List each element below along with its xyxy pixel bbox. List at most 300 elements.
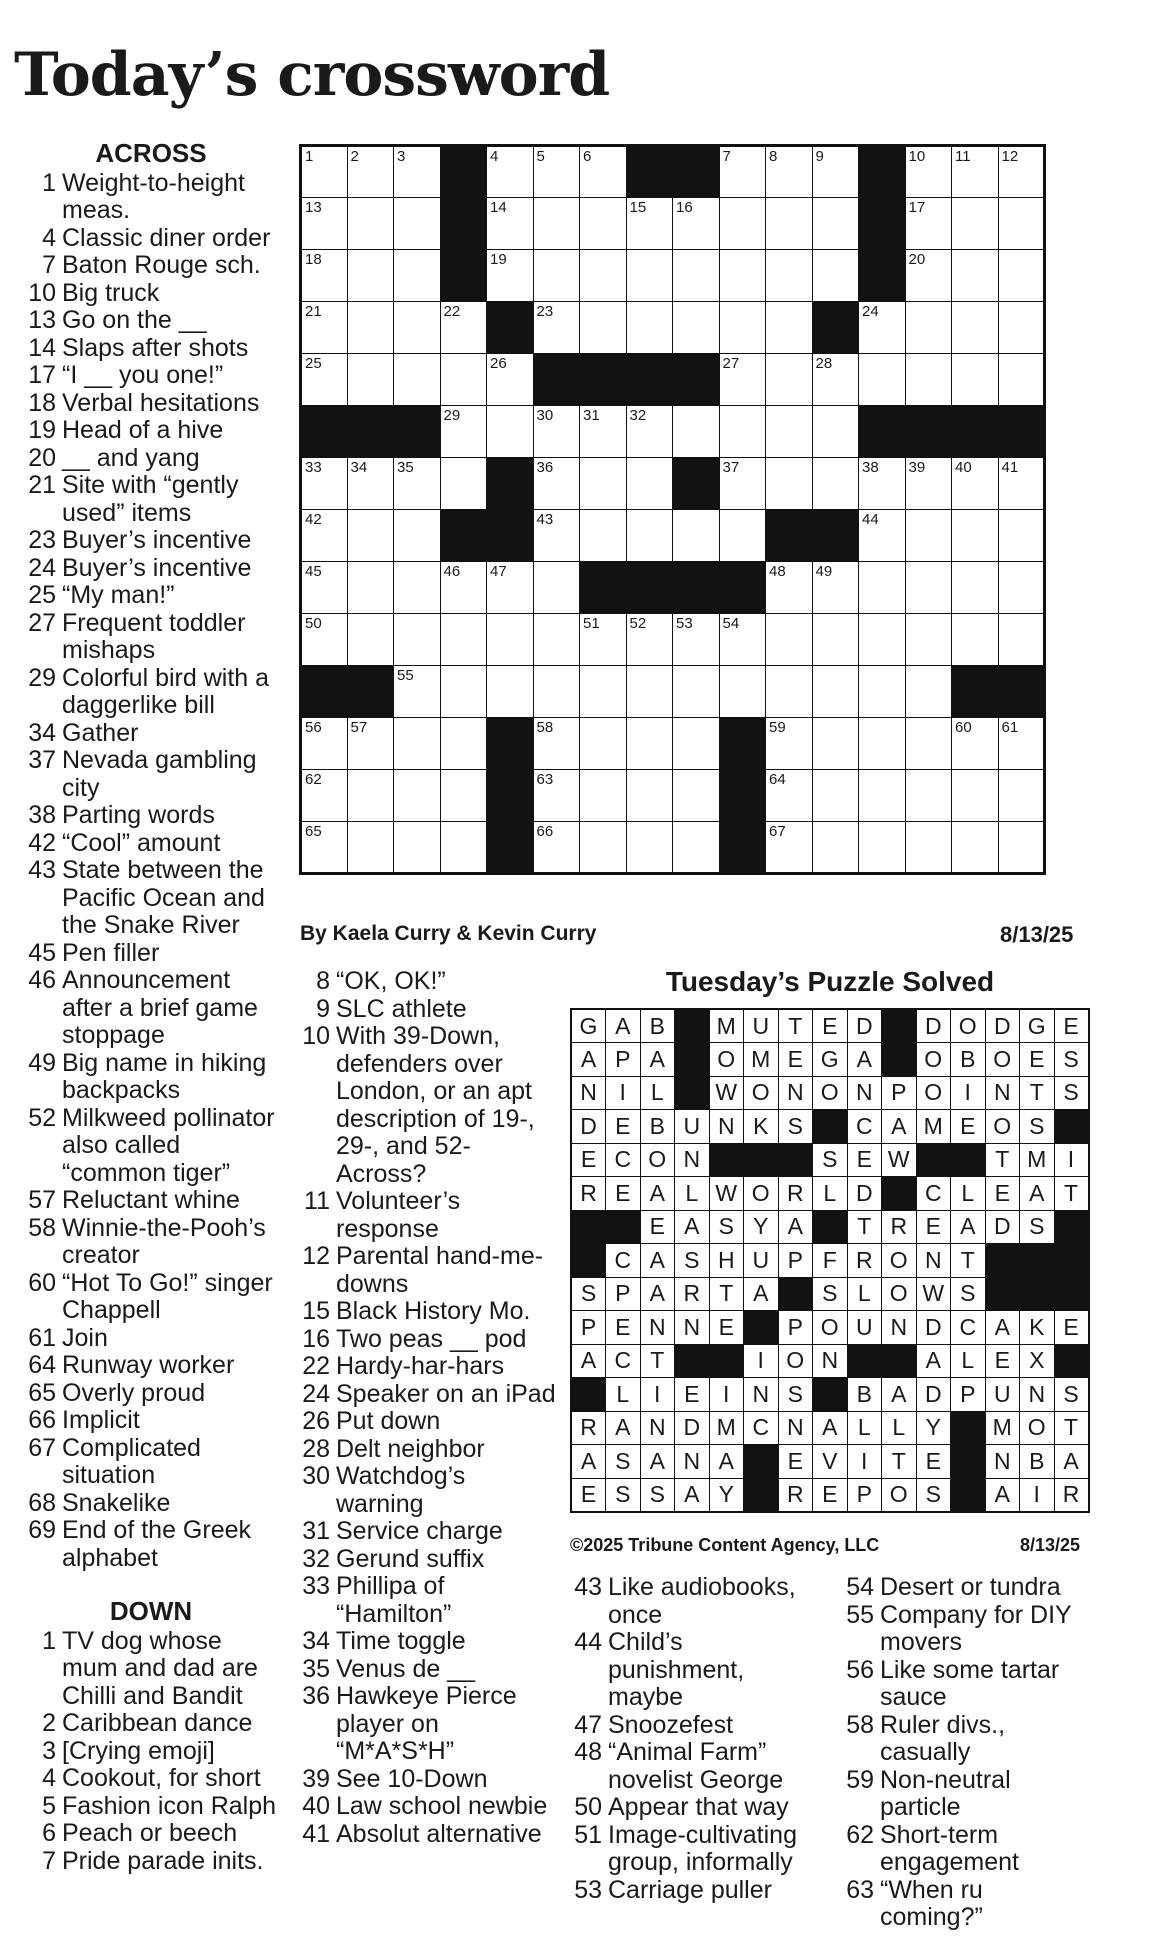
grid-cell[interactable] bbox=[580, 302, 627, 354]
clue-number: 19 bbox=[28, 416, 56, 444]
clue-item bbox=[22, 1270, 280, 1325]
grid-cell[interactable] bbox=[394, 146, 441, 198]
grid-cell[interactable] bbox=[580, 718, 627, 770]
solution-letter: L bbox=[640, 1076, 675, 1110]
cell-number: 52 bbox=[629, 615, 647, 632]
grid-cell[interactable] bbox=[347, 458, 394, 510]
clue-item bbox=[22, 1352, 280, 1380]
clue-number: 57 bbox=[28, 1186, 56, 1214]
grid-cell[interactable] bbox=[487, 354, 534, 406]
grid-cell[interactable] bbox=[812, 458, 859, 510]
solution-letter: U bbox=[675, 1110, 710, 1144]
solution-letter: G bbox=[813, 1043, 848, 1077]
grid-cell[interactable] bbox=[580, 666, 627, 718]
grid-cell[interactable] bbox=[580, 406, 627, 458]
cell-number: 21 bbox=[305, 303, 322, 320]
grid-cell[interactable] bbox=[347, 354, 394, 406]
clue-text: Buyer’s incentive bbox=[62, 553, 252, 582]
clue-item bbox=[22, 1490, 280, 1518]
grid-cell[interactable] bbox=[952, 458, 999, 510]
cell-number: 34 bbox=[350, 459, 368, 476]
solution-letter: L bbox=[882, 1411, 917, 1445]
grid-cell[interactable] bbox=[952, 198, 999, 250]
grid-cell[interactable] bbox=[952, 770, 999, 822]
grid-cell[interactable] bbox=[440, 822, 487, 874]
grid-cell[interactable] bbox=[347, 718, 394, 770]
solution-letter: O bbox=[985, 1043, 1020, 1077]
grid-cell[interactable] bbox=[998, 510, 1045, 562]
grid-cell[interactable] bbox=[394, 822, 441, 874]
solution-letter: E bbox=[813, 1009, 848, 1043]
clue-text: Short-term engagement bbox=[880, 1820, 1020, 1876]
grid-cell[interactable] bbox=[812, 614, 859, 666]
clue-number: 10 bbox=[28, 278, 56, 307]
grid-cell[interactable] bbox=[394, 510, 441, 562]
solution-letter: T bbox=[1020, 1076, 1055, 1110]
grid-cell[interactable] bbox=[673, 822, 720, 874]
grid-cell[interactable] bbox=[905, 354, 952, 406]
grid-cell[interactable] bbox=[347, 146, 394, 198]
grid-cell[interactable] bbox=[533, 510, 580, 562]
grid-cell[interactable] bbox=[626, 666, 673, 718]
grid-cell[interactable] bbox=[533, 770, 580, 822]
grid-cell[interactable] bbox=[580, 770, 627, 822]
clue-item bbox=[570, 1739, 820, 1794]
solution-letter: A bbox=[571, 1043, 606, 1077]
clue-item bbox=[298, 1573, 558, 1628]
grid-cell[interactable] bbox=[719, 614, 766, 666]
solution-letter: F bbox=[813, 1244, 848, 1278]
grid-cell[interactable] bbox=[301, 458, 348, 510]
clue-number: 67 bbox=[28, 1433, 56, 1462]
solution-black-square bbox=[951, 1411, 986, 1445]
grid-cell[interactable] bbox=[440, 614, 487, 666]
grid-cell[interactable] bbox=[580, 146, 627, 198]
clue-number: 46 bbox=[28, 966, 56, 994]
grid-cell[interactable] bbox=[394, 250, 441, 302]
crossword-grid[interactable] bbox=[299, 144, 1046, 875]
grid-cell[interactable] bbox=[440, 718, 487, 770]
grid-cell[interactable] bbox=[347, 198, 394, 250]
solution-letter: I bbox=[1020, 1478, 1055, 1512]
clue-text: Parting words bbox=[62, 801, 215, 829]
grid-cell[interactable] bbox=[580, 822, 627, 874]
grid-cell[interactable] bbox=[719, 406, 766, 458]
solution-letter: A bbox=[640, 1177, 675, 1211]
grid-cell[interactable] bbox=[487, 406, 534, 458]
grid-cell[interactable] bbox=[301, 822, 348, 874]
grid-cell[interactable] bbox=[719, 666, 766, 718]
grid-cell[interactable] bbox=[394, 718, 441, 770]
grid-cell[interactable] bbox=[301, 614, 348, 666]
clue-item bbox=[22, 1820, 280, 1848]
grid-cell[interactable] bbox=[394, 614, 441, 666]
grid-cell[interactable] bbox=[859, 614, 906, 666]
grid-cell[interactable] bbox=[394, 770, 441, 822]
grid-cell[interactable] bbox=[905, 250, 952, 302]
grid-cell[interactable] bbox=[440, 666, 487, 718]
solution-black-square bbox=[813, 1378, 848, 1412]
grid-cell[interactable] bbox=[301, 718, 348, 770]
clue-text: State between the Pacific Ocean and the Snake River bbox=[62, 856, 265, 939]
grid-cell[interactable] bbox=[952, 250, 999, 302]
grid-cell[interactable] bbox=[347, 770, 394, 822]
grid-cell[interactable] bbox=[905, 302, 952, 354]
grid-cell[interactable] bbox=[394, 666, 441, 718]
solution-letter: A bbox=[882, 1110, 917, 1144]
clue-text: Colorful bird with a daggerlike bill bbox=[62, 663, 270, 719]
grid-cell[interactable] bbox=[533, 250, 580, 302]
grid-cell[interactable] bbox=[952, 614, 999, 666]
grid-cell[interactable] bbox=[626, 510, 673, 562]
grid-cell[interactable] bbox=[301, 146, 348, 198]
grid-cell[interactable] bbox=[812, 354, 859, 406]
solution-black-square bbox=[675, 1043, 710, 1077]
grid-cell[interactable] bbox=[487, 614, 534, 666]
solution-black-square bbox=[744, 1143, 779, 1177]
grid-cell[interactable] bbox=[766, 250, 813, 302]
grid-cell[interactable] bbox=[533, 562, 580, 614]
grid-cell[interactable] bbox=[952, 510, 999, 562]
grid-cell[interactable] bbox=[766, 770, 813, 822]
grid-cell[interactable] bbox=[766, 302, 813, 354]
grid-cell[interactable] bbox=[487, 198, 534, 250]
grid-cell[interactable] bbox=[301, 510, 348, 562]
grid-cell[interactable] bbox=[905, 458, 952, 510]
clue-text: Snoozefest bbox=[608, 1710, 734, 1739]
black-square bbox=[440, 198, 487, 250]
grid-cell[interactable] bbox=[905, 510, 952, 562]
grid-cell[interactable] bbox=[952, 562, 999, 614]
solution-letter: E bbox=[571, 1143, 606, 1177]
grid-cell[interactable] bbox=[766, 822, 813, 874]
grid-cell[interactable] bbox=[719, 146, 766, 198]
grid-cell[interactable] bbox=[673, 250, 720, 302]
grid-cell[interactable] bbox=[766, 406, 813, 458]
grid-cell[interactable] bbox=[766, 666, 813, 718]
solution-letter: D bbox=[675, 1411, 710, 1445]
clue-item bbox=[298, 1766, 558, 1794]
grid-cell[interactable] bbox=[673, 302, 720, 354]
solution-letter: U bbox=[985, 1378, 1020, 1412]
cell-number: 18 bbox=[305, 251, 322, 268]
clue-number: 62 bbox=[846, 1820, 874, 1849]
grid-cell[interactable] bbox=[859, 354, 906, 406]
solution-letter: W bbox=[882, 1143, 917, 1177]
solution-letter: O bbox=[882, 1244, 917, 1278]
clue-number: 29 bbox=[28, 663, 56, 692]
clue-text: Speaker on an iPad bbox=[336, 1379, 556, 1408]
solution-letter: R bbox=[1054, 1478, 1089, 1512]
solution-black-square bbox=[951, 1445, 986, 1479]
grid-cell[interactable] bbox=[394, 302, 441, 354]
grid-cell[interactable] bbox=[859, 510, 906, 562]
grid-cell[interactable] bbox=[347, 250, 394, 302]
grid-cell[interactable] bbox=[812, 822, 859, 874]
grid-cell[interactable] bbox=[766, 458, 813, 510]
grid-cell[interactable] bbox=[859, 302, 906, 354]
grid-cell[interactable] bbox=[812, 562, 859, 614]
clue-item bbox=[22, 335, 280, 363]
grid-cell[interactable] bbox=[301, 770, 348, 822]
grid-cell[interactable] bbox=[952, 822, 999, 874]
grid-cell[interactable] bbox=[859, 822, 906, 874]
grid-cell[interactable] bbox=[533, 718, 580, 770]
grid-cell[interactable] bbox=[859, 770, 906, 822]
clue-item bbox=[298, 1326, 558, 1354]
grid-cell[interactable] bbox=[626, 770, 673, 822]
grid-cell[interactable] bbox=[673, 718, 720, 770]
grid-cell[interactable] bbox=[812, 666, 859, 718]
grid-cell[interactable] bbox=[440, 302, 487, 354]
grid-cell[interactable] bbox=[766, 146, 813, 198]
grid-cell[interactable] bbox=[905, 614, 952, 666]
black-square bbox=[487, 510, 534, 562]
grid-cell[interactable] bbox=[487, 250, 534, 302]
grid-cell[interactable] bbox=[812, 406, 859, 458]
grid-cell[interactable] bbox=[766, 198, 813, 250]
grid-cell[interactable] bbox=[673, 406, 720, 458]
grid-cell[interactable] bbox=[533, 406, 580, 458]
grid-cell[interactable] bbox=[998, 718, 1045, 770]
grid-cell[interactable] bbox=[719, 510, 766, 562]
clue-number: 23 bbox=[28, 526, 56, 554]
solution-letter: T bbox=[951, 1244, 986, 1278]
black-square bbox=[719, 770, 766, 822]
grid-cell[interactable] bbox=[998, 822, 1045, 874]
cell-number: 60 bbox=[955, 719, 972, 736]
grid-cell[interactable] bbox=[301, 562, 348, 614]
solution-letter: N bbox=[847, 1076, 882, 1110]
black-square bbox=[580, 354, 627, 406]
grid-cell[interactable] bbox=[347, 510, 394, 562]
solution-letter: L bbox=[847, 1277, 882, 1311]
grid-cell[interactable] bbox=[812, 770, 859, 822]
solution-black-square bbox=[709, 1143, 744, 1177]
black-square bbox=[347, 666, 394, 718]
grid-cell[interactable] bbox=[719, 198, 766, 250]
grid-cell[interactable] bbox=[859, 718, 906, 770]
grid-cell[interactable] bbox=[347, 562, 394, 614]
black-square bbox=[440, 510, 487, 562]
solution-letter: E bbox=[640, 1210, 675, 1244]
clue-number: 53 bbox=[574, 1875, 602, 1904]
grid-cell[interactable] bbox=[998, 562, 1045, 614]
grid-cell[interactable] bbox=[905, 718, 952, 770]
clue-text: Carriage puller bbox=[608, 1875, 772, 1904]
grid-cell[interactable] bbox=[301, 198, 348, 250]
grid-cell[interactable] bbox=[533, 614, 580, 666]
solution-letter: S bbox=[778, 1378, 813, 1412]
grid-cell[interactable] bbox=[301, 302, 348, 354]
grid-cell[interactable] bbox=[905, 562, 952, 614]
grid-cell[interactable] bbox=[626, 406, 673, 458]
grid-cell[interactable] bbox=[998, 354, 1045, 406]
cell-number: 14 bbox=[490, 199, 507, 216]
solution-black-square bbox=[985, 1244, 1020, 1278]
solution-letter: A bbox=[813, 1411, 848, 1445]
grid-cell[interactable] bbox=[998, 146, 1045, 198]
grid-cell[interactable] bbox=[812, 198, 859, 250]
grid-cell[interactable] bbox=[533, 458, 580, 510]
solution-letter: A bbox=[640, 1244, 675, 1278]
solution-letter: N bbox=[813, 1344, 848, 1378]
grid-cell[interactable] bbox=[812, 146, 859, 198]
grid-cell[interactable] bbox=[580, 510, 627, 562]
clue-item bbox=[22, 1105, 280, 1188]
grid-cell[interactable] bbox=[626, 250, 673, 302]
grid-cell[interactable] bbox=[533, 146, 580, 198]
grid-cell[interactable] bbox=[952, 354, 999, 406]
grid-cell[interactable] bbox=[626, 614, 673, 666]
grid-cell[interactable] bbox=[905, 666, 952, 718]
grid-cell[interactable] bbox=[812, 718, 859, 770]
grid-cell[interactable] bbox=[487, 666, 534, 718]
grid-cell[interactable] bbox=[580, 458, 627, 510]
grid-cell[interactable] bbox=[533, 302, 580, 354]
grid-cell[interactable] bbox=[673, 510, 720, 562]
clue-text: Fashion icon Ralph bbox=[62, 1791, 277, 1820]
grid-cell[interactable] bbox=[766, 718, 813, 770]
clue-item bbox=[22, 1765, 280, 1793]
grid-cell[interactable] bbox=[440, 562, 487, 614]
grid-cell[interactable] bbox=[766, 562, 813, 614]
grid-cell[interactable] bbox=[905, 198, 952, 250]
cell-number: 47 bbox=[490, 563, 507, 580]
grid-cell[interactable] bbox=[859, 562, 906, 614]
solution-letter: E bbox=[709, 1311, 744, 1345]
grid-cell[interactable] bbox=[952, 146, 999, 198]
grid-cell[interactable] bbox=[533, 198, 580, 250]
grid-cell[interactable] bbox=[673, 614, 720, 666]
black-square bbox=[487, 822, 534, 874]
grid-cell[interactable] bbox=[440, 458, 487, 510]
grid-cell[interactable] bbox=[533, 822, 580, 874]
grid-cell[interactable] bbox=[394, 458, 441, 510]
black-square bbox=[859, 146, 906, 198]
grid-cell[interactable] bbox=[719, 458, 766, 510]
clue-number: 1 bbox=[42, 1626, 56, 1655]
solution-letter: K bbox=[1020, 1311, 1055, 1345]
grid-cell[interactable] bbox=[998, 198, 1045, 250]
grid-cell[interactable] bbox=[859, 458, 906, 510]
clue-item bbox=[298, 1243, 558, 1298]
grid-cell[interactable] bbox=[440, 354, 487, 406]
clue-number: 4 bbox=[42, 223, 56, 252]
grid-cell[interactable] bbox=[998, 614, 1045, 666]
solution-letter: A bbox=[985, 1478, 1020, 1512]
grid-cell[interactable] bbox=[440, 770, 487, 822]
grid-cell[interactable] bbox=[626, 718, 673, 770]
solution-black-square bbox=[813, 1110, 848, 1144]
solution-letter: A bbox=[571, 1445, 606, 1479]
grid-cell[interactable] bbox=[905, 770, 952, 822]
clue-item bbox=[842, 1822, 1092, 1877]
grid-cell[interactable] bbox=[719, 354, 766, 406]
grid-cell[interactable] bbox=[580, 250, 627, 302]
clue-number: 52 bbox=[28, 1103, 56, 1132]
cell-number: 33 bbox=[305, 459, 322, 476]
grid-cell[interactable] bbox=[673, 198, 720, 250]
grid-cell[interactable] bbox=[719, 250, 766, 302]
clue-text: Company for DIY movers bbox=[880, 1600, 1072, 1656]
grid-cell[interactable] bbox=[394, 562, 441, 614]
grid-cell[interactable] bbox=[998, 250, 1045, 302]
grid-cell[interactable] bbox=[487, 146, 534, 198]
solution-letter: T bbox=[985, 1143, 1020, 1177]
grid-cell[interactable] bbox=[626, 458, 673, 510]
black-square bbox=[301, 406, 348, 458]
solution-letter: A bbox=[640, 1445, 675, 1479]
clue-text: Head of a hive bbox=[62, 416, 224, 444]
clue-item bbox=[570, 1574, 820, 1629]
clue-text: Frequent toddler mishaps bbox=[62, 608, 246, 664]
grid-cell[interactable] bbox=[952, 302, 999, 354]
clue-item bbox=[570, 1822, 820, 1877]
solution-letter: Y bbox=[709, 1478, 744, 1512]
grid-cell[interactable] bbox=[487, 562, 534, 614]
grid-cell[interactable] bbox=[580, 614, 627, 666]
grid-cell[interactable] bbox=[859, 666, 906, 718]
grid-cell[interactable] bbox=[673, 770, 720, 822]
grid-cell[interactable] bbox=[394, 198, 441, 250]
grid-cell[interactable] bbox=[905, 822, 952, 874]
grid-cell[interactable] bbox=[905, 146, 952, 198]
grid-cell[interactable] bbox=[719, 302, 766, 354]
solution-letter: A bbox=[709, 1445, 744, 1479]
black-square bbox=[673, 562, 720, 614]
grid-cell[interactable] bbox=[347, 302, 394, 354]
grid-cell[interactable] bbox=[766, 614, 813, 666]
solution-letter: A bbox=[882, 1378, 917, 1412]
clue-item bbox=[22, 967, 280, 1050]
grid-cell[interactable] bbox=[626, 198, 673, 250]
grid-cell[interactable] bbox=[347, 614, 394, 666]
grid-cell[interactable] bbox=[812, 250, 859, 302]
clue-text: End of the Greek alphabet bbox=[62, 1516, 252, 1572]
grid-cell[interactable] bbox=[952, 718, 999, 770]
grid-cell[interactable] bbox=[998, 302, 1045, 354]
grid-cell[interactable] bbox=[394, 354, 441, 406]
grid-cell[interactable] bbox=[998, 458, 1045, 510]
solution-letter: V bbox=[813, 1445, 848, 1479]
clue-text: Law school newbie bbox=[336, 1792, 548, 1820]
clue-number: 48 bbox=[574, 1738, 602, 1766]
grid-cell[interactable] bbox=[673, 666, 720, 718]
solution-letter: S bbox=[1054, 1043, 1089, 1077]
grid-cell[interactable] bbox=[533, 666, 580, 718]
grid-cell[interactable] bbox=[301, 354, 348, 406]
grid-cell[interactable] bbox=[626, 302, 673, 354]
grid-cell[interactable] bbox=[766, 354, 813, 406]
grid-cell[interactable] bbox=[347, 822, 394, 874]
grid-cell[interactable] bbox=[998, 770, 1045, 822]
cell-number: 50 bbox=[305, 615, 322, 632]
solution-letter: O bbox=[951, 1009, 986, 1043]
grid-cell[interactable] bbox=[440, 406, 487, 458]
black-square bbox=[626, 354, 673, 406]
grid-cell[interactable] bbox=[626, 822, 673, 874]
clue-text: Reluctant whine bbox=[62, 1186, 240, 1214]
grid-cell[interactable] bbox=[580, 198, 627, 250]
clue-item bbox=[22, 940, 280, 968]
grid-cell[interactable] bbox=[301, 250, 348, 302]
clue-number: 64 bbox=[28, 1351, 56, 1379]
black-square bbox=[440, 250, 487, 302]
solution-letter: R bbox=[778, 1177, 813, 1211]
solution-black-square bbox=[744, 1478, 779, 1512]
clue-number: 49 bbox=[28, 1048, 56, 1077]
